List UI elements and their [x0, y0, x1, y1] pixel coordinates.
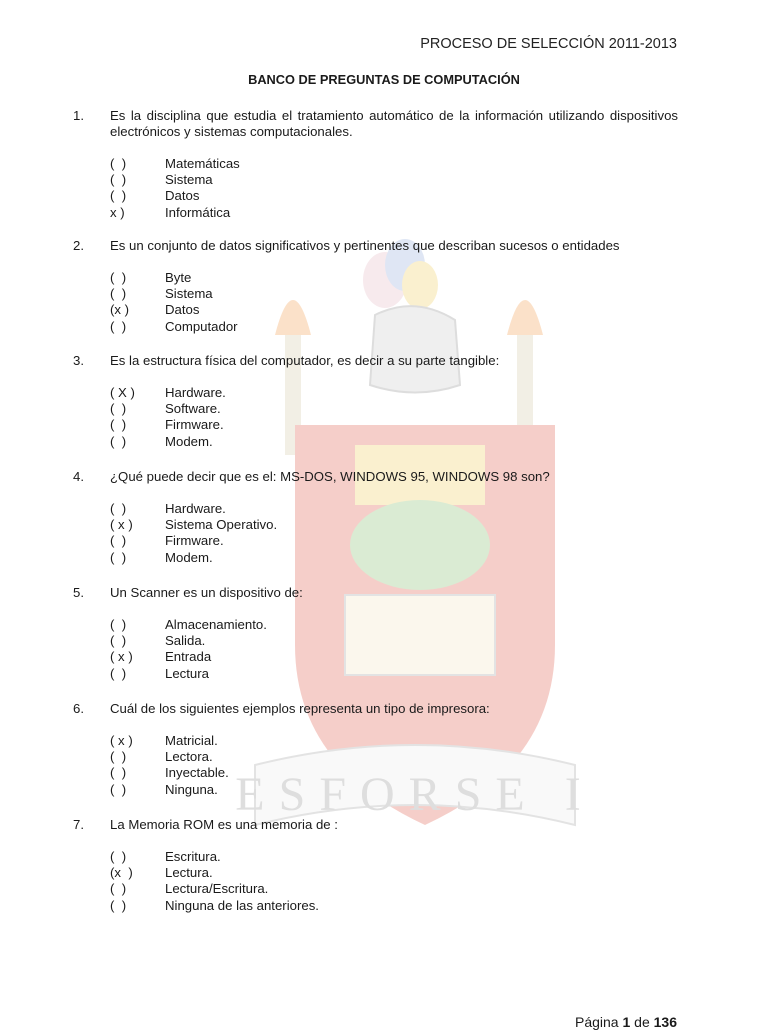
question-number: 1.: [73, 108, 84, 123]
answer-option: [110, 434, 678, 450]
answer-option: [110, 270, 678, 286]
answer-options: [110, 156, 678, 221]
answer-options: [110, 617, 678, 682]
answer-label: Lectora.: [165, 749, 213, 765]
answer-mark: ( ): [110, 781, 127, 797]
answer-option: [110, 533, 678, 549]
question-text: Un Scanner es un dispositivo de:: [110, 585, 303, 600]
question-header: [73, 353, 678, 369]
answer-option: [110, 188, 678, 204]
question-header: [73, 817, 678, 833]
answer-option: [110, 733, 678, 749]
answer-options: [110, 733, 678, 798]
answer-mark: x ): [110, 204, 125, 220]
question-number: 5.: [73, 585, 84, 600]
question-text: ¿Qué puede decir que es el: MS-DOS, WINDOWS 95, WINDOWS 98 son?: [110, 469, 550, 484]
question-block: [73, 238, 678, 335]
answer-mark: ( ): [110, 617, 127, 632]
answer-option: [110, 849, 678, 865]
answer-label: Entrada: [165, 649, 212, 665]
answer-option: [110, 156, 678, 172]
answer-mark: (x ): [110, 865, 133, 881]
page-word: Página: [575, 1014, 619, 1030]
answer-label: Byte: [165, 270, 192, 285]
answer-mark: ( x ): [110, 733, 133, 748]
question-text: Es un conjunto de datos significativos y pertinentes que describan sucesos o entidades: [110, 238, 620, 253]
answer-label: Lectura/Escritura.: [165, 881, 269, 897]
answer-options: [110, 270, 678, 335]
answer-label: Datos: [165, 188, 200, 204]
answer-mark: ( ): [110, 501, 127, 516]
question-number: 7.: [73, 817, 84, 832]
question-text: Es la disciplina que estudia el tratamiento automático de la información utilizando dispositivos electrónicos y sistemas computacionales.: [110, 108, 678, 139]
answer-label: Hardware.: [165, 501, 226, 516]
question-block: [73, 817, 678, 914]
question-block: [73, 585, 678, 682]
answer-option: [110, 385, 678, 401]
answer-label: Ninguna.: [165, 781, 218, 797]
answer-label: Matemáticas: [165, 156, 240, 171]
answer-mark: ( ): [110, 765, 127, 781]
answer-mark: ( ): [110, 433, 127, 449]
question-header: [73, 701, 678, 717]
answer-mark: ( ): [110, 286, 127, 302]
answer-mark: ( ): [110, 665, 127, 681]
answer-option: [110, 633, 678, 649]
crest-motto: ESFORSE I: [235, 768, 595, 821]
answer-label: Informática: [165, 204, 231, 220]
question-header: [73, 108, 678, 140]
answer-option: [110, 749, 678, 765]
answer-option: [110, 881, 678, 897]
answer-mark: ( ): [110, 633, 127, 649]
answer-option: [110, 782, 678, 798]
answer-option: [110, 417, 678, 433]
answer-label: Inyectable.: [165, 765, 229, 781]
answer-option: [110, 550, 678, 566]
answer-option: [110, 666, 678, 682]
answer-mark: ( ): [110, 156, 127, 171]
answer-label: Almacenamiento.: [165, 617, 267, 632]
answer-mark: ( x ): [110, 649, 133, 665]
answer-label: Datos: [165, 302, 200, 318]
answer-options: [110, 501, 678, 566]
answer-option: [110, 617, 678, 633]
document-title: BANCO DE PREGUNTAS DE COMPUTACIÓN: [248, 72, 520, 87]
process-header: PROCESO DE SELECCIÓN 2011-2013: [420, 36, 677, 52]
question-text: Es la estructura física del computador, es decir a su parte tangible:: [110, 353, 500, 368]
answer-option: [110, 898, 678, 914]
answer-option: [110, 401, 678, 417]
answer-option: [110, 649, 678, 665]
answer-mark: ( ): [110, 549, 127, 565]
answer-label: Modem.: [165, 433, 213, 449]
question-header: [73, 469, 678, 485]
question-number: 2.: [73, 238, 84, 253]
answer-option: [110, 205, 678, 221]
question-header: [73, 238, 678, 254]
question-block: [73, 469, 678, 566]
answer-label: Sistema Operativo.: [165, 517, 278, 533]
answer-label: Software.: [165, 401, 221, 417]
answer-mark: ( ): [110, 188, 127, 204]
question-text: La Memoria ROM es una memoria de :: [110, 817, 338, 832]
answer-label: Matricial.: [165, 733, 218, 748]
answer-option: [110, 286, 678, 302]
answer-label: Hardware.: [165, 385, 226, 400]
answer-label: Firmware.: [165, 533, 224, 549]
answer-option: [110, 501, 678, 517]
answer-mark: (x ): [110, 302, 130, 318]
answer-mark: ( ): [110, 849, 127, 864]
answer-mark: ( X ): [110, 385, 135, 400]
answer-label: Computador: [165, 318, 238, 334]
answer-mark: ( ): [110, 897, 127, 913]
answer-mark: ( ): [110, 533, 127, 549]
question-block: [73, 108, 678, 221]
answer-options: [110, 849, 678, 914]
question-number: 4.: [73, 469, 84, 484]
question-number: 3.: [73, 353, 84, 368]
answer-label: Firmware.: [165, 417, 224, 433]
answer-mark: ( ): [110, 318, 127, 334]
question-block: [73, 353, 678, 450]
answer-mark: ( ): [110, 401, 127, 417]
answer-label: Lectura.: [165, 865, 213, 881]
answer-label: Ninguna de las anteriores.: [165, 897, 319, 913]
answer-options: [110, 385, 678, 450]
answer-label: Salida.: [165, 633, 206, 649]
answer-label: Sistema: [165, 286, 213, 302]
of-word: de: [634, 1014, 650, 1030]
answer-mark: ( ): [110, 417, 127, 433]
answer-mark: ( ): [110, 881, 127, 897]
answer-label: Sistema: [165, 172, 213, 188]
answer-option: [110, 765, 678, 781]
question-block: [73, 701, 678, 798]
question-header: [73, 585, 678, 601]
answer-label: Modem.: [165, 549, 213, 565]
question-text: Cuál de los siguientes ejemplos representa un tipo de impresora:: [110, 701, 490, 716]
page-total: 136: [653, 1014, 677, 1030]
question-number: 6.: [73, 701, 84, 716]
page-current: 1: [622, 1014, 631, 1030]
answer-option: [110, 865, 678, 881]
answer-option: [110, 319, 678, 335]
answer-option: [110, 302, 678, 318]
answer-mark: ( ): [110, 749, 127, 765]
answer-mark: ( ): [110, 172, 127, 188]
answer-mark: ( x ): [110, 517, 133, 533]
answer-option: [110, 517, 678, 533]
answer-label: Escritura.: [165, 849, 221, 864]
answer-option: [110, 172, 678, 188]
page-footer: [575, 1014, 677, 1030]
answer-label: Lectura: [165, 665, 209, 681]
answer-mark: ( ): [110, 270, 127, 285]
